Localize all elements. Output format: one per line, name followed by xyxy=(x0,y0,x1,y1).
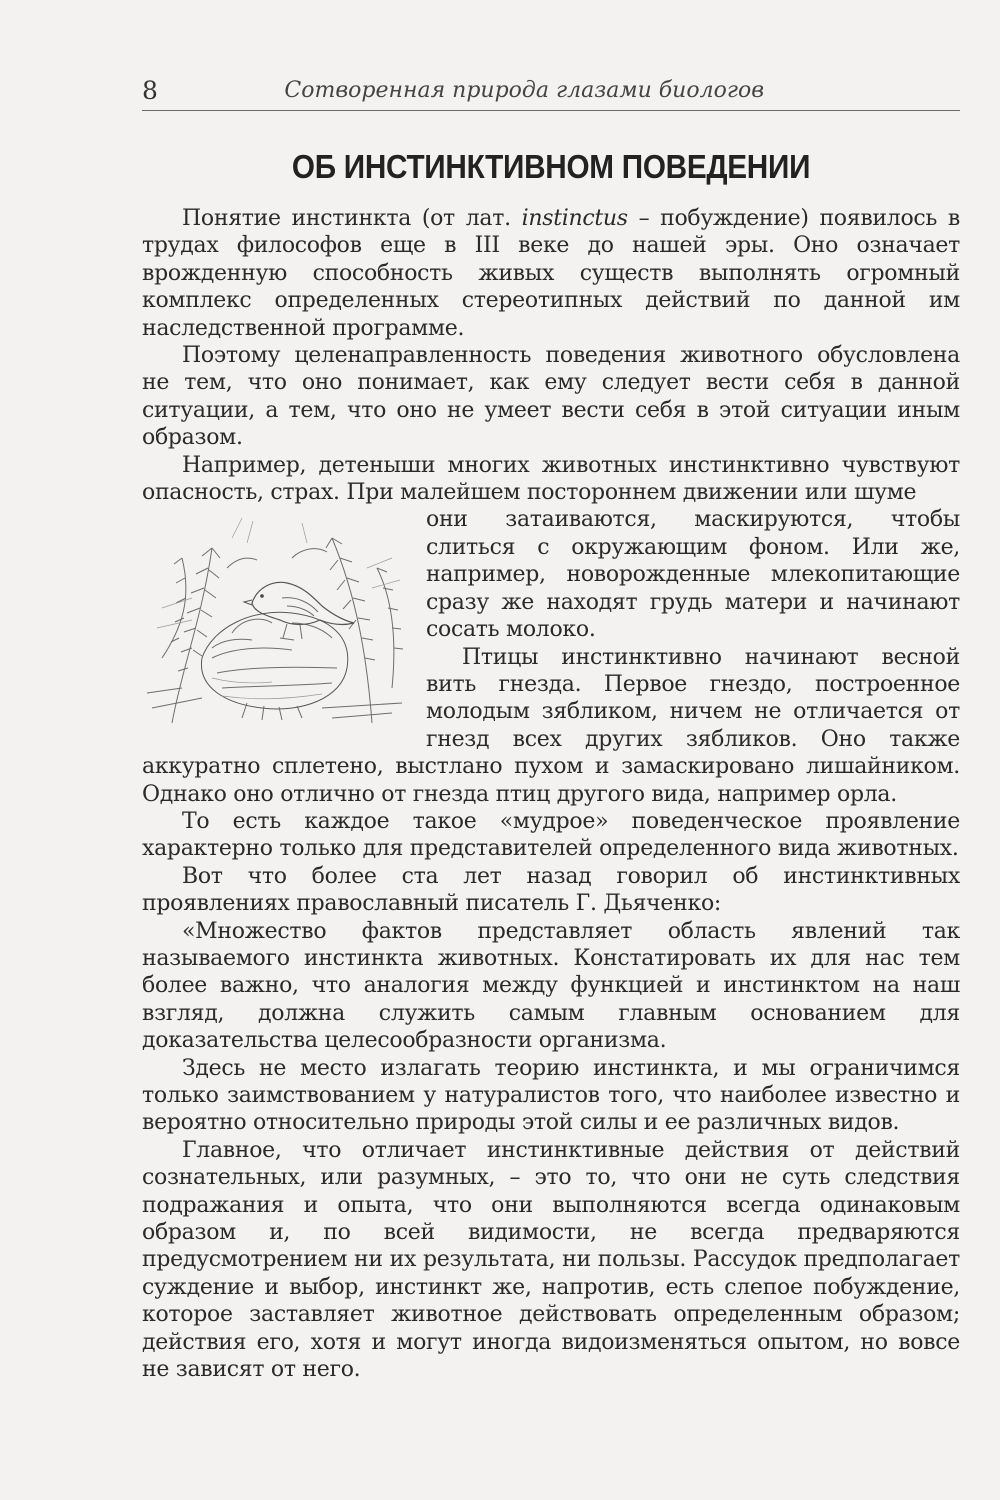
running-head xyxy=(142,72,960,111)
paragraph: Здесь не место излагать теорию инстинкта, и мы ограничимся только заимствованием у натуралистов того, что наиболее известно и вероятно относительно природы этой силы и ее различных видов. xyxy=(142,1055,960,1136)
paragraph: они затаиваются, маскируются, чтобы слиться с окружающим фоном. Или же, например, новорожденные млекопитающие сразу же находят грудь матери и начинают сосать молоко. xyxy=(426,507,960,643)
paragraph: Поэтому целенаправленность поведения животного обусловлена не тем, что оно понимает, как ему следует вести себя в данной ситуации, а тем, что оно не умеет вести себя в этой ситуации иным образом. xyxy=(142,343,960,451)
body-text xyxy=(142,205,960,1383)
paragraph: То есть каждое такое «мудрое» поведенческое проявление характерно только для представителей определенного вида животных. xyxy=(142,808,960,862)
paragraph: Вот что более ста лет назад говорил об инстинктивных проявлениях православный писатель Г. Дьяченко: xyxy=(142,863,960,917)
paragraph: Понятие инстинкта (от лат. instinctus – побуждение) появилось в трудах философов еще в III веке до нашей эры. Оно означает врожденную способность живых существ выполнять огромный комплекс определенных стереотипных действий по данной им наследственной программе. xyxy=(142,206,960,341)
paragraph: Птицы инстинктивно начинают весной вить гнезда. Первое гнездо, построенное молодым зябликом, ничем не отличается от гнезд всех других зябликов. Оно также аккуратно сплетено, выстлано пухом и замаскировано лишайником. Однако оно отлично от гнезда птиц другого вида, например орла. xyxy=(142,644,960,807)
paragraph: «Множество фактов представляет область явлений так называемого инстинкта животных. Констатировать их для нас тем более важно, что аналогия между функцией и инстинктом на наш взгляд, должна служить самым главным основанием для доказательства целесообразности организма. xyxy=(142,918,960,1054)
running-title: Сотворенная природа глазами биологов xyxy=(284,78,764,103)
bird-on-nest-illustration xyxy=(142,508,410,726)
paragraph: Главное, что отличает инстинктивные действия от действий сознательных, или разумных, – это то, что они не суть следствия подражания и опыта, что они выполняются всегда одинаковым образом и, по всей видимости, не всегда предваряются предусмотрением ни их результата, ни пользы. Рассудок предполагает суждение и выбор, инстинкт же, напротив, есть слепое побуждение, которое заставляет животное действовать определенным образом; действия его, хотя и могут иногда видоизменяться опытом, но вовсе не зависят от него. xyxy=(142,1137,960,1383)
paragraph: Например, детеныши многих животных инстинктивно чувствуют опасность, страх. При малейшем постороннем движении или шуме xyxy=(142,452,960,506)
chapter-title: ОБ ИНСТИНКТИВНОМ ПОВЕДЕНИИ xyxy=(291,148,811,185)
page-number: 8 xyxy=(142,76,158,105)
